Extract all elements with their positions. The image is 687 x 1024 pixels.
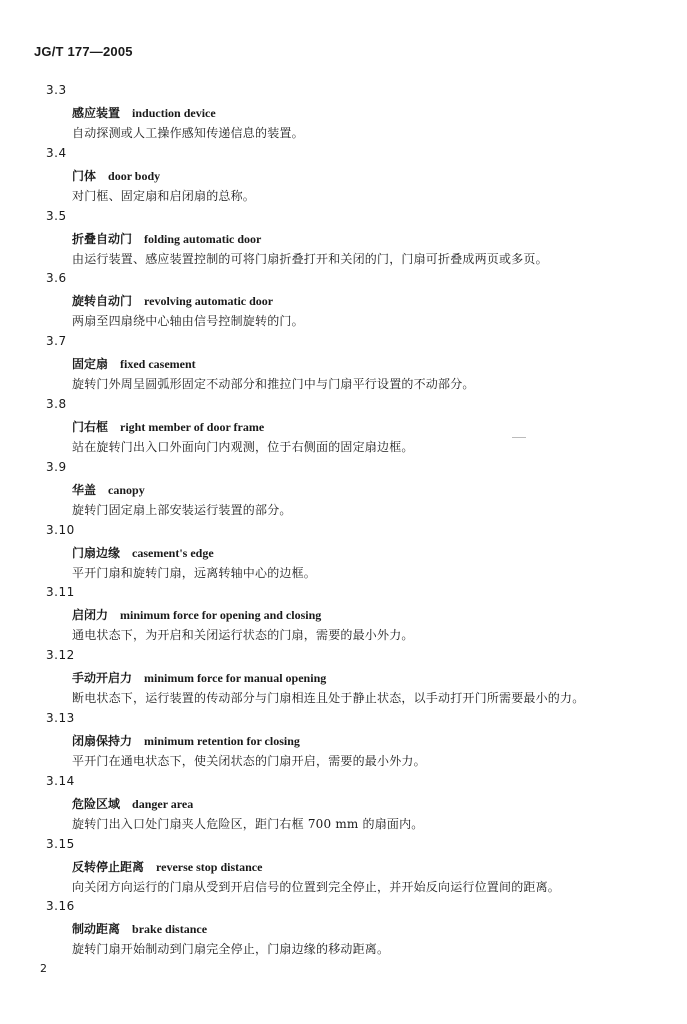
term-definition: 向关闭方向运行的门扇从受到开启信号的位置到完全停止，并开始反向运行位置间的距离。	[72, 879, 561, 894]
term-chinese: 华盖	[72, 482, 97, 497]
term-title	[72, 418, 264, 435]
term-title	[72, 795, 193, 812]
term-number: 3.11	[46, 585, 75, 600]
term-definition: 两扇至四扇绕中心轴由信号控制旋转的门。	[72, 314, 304, 329]
term-chinese: 手动开启力	[72, 671, 133, 686]
term-title	[72, 858, 262, 875]
standard-code: JG/T 177—2005	[34, 44, 133, 59]
term-title	[72, 355, 196, 372]
term-english: brake distance	[132, 922, 208, 937]
term-entry	[0, 708, 687, 771]
term-number: 3.13	[46, 710, 75, 725]
term-chinese: 反转停止距离	[72, 859, 145, 874]
term-number: 3.6	[46, 271, 67, 286]
term-english: fixed casement	[120, 357, 196, 372]
term-definition: 旋转门出入口处门扇夹人危险区，距门右框 700 mm 的扇面内。	[72, 816, 424, 831]
term-title	[72, 606, 321, 623]
term-number: 3.5	[46, 208, 67, 223]
term-entry	[0, 457, 687, 520]
term-definition: 自动探测或人工操作感知传递信息的装置。	[72, 126, 304, 140]
term-number: 3.4	[46, 145, 67, 160]
scan-mark-divider	[512, 437, 526, 438]
term-definition: 旋转门扇开始制动到门扇完全停止，门扇边缘的移动距离。	[72, 942, 390, 957]
term-english: casement's edge	[132, 545, 214, 560]
term-number: 3.8	[46, 396, 67, 411]
term-definition: 由运行装置、感应装置控制的可将门扇折叠打开和关闭的门，门扇可折叠成两页或多页。	[72, 251, 548, 266]
term-title	[72, 104, 216, 121]
term-english: danger area	[132, 796, 194, 811]
term-chinese: 启闭力	[72, 608, 109, 623]
term-number: 3.3	[46, 83, 67, 97]
term-title	[72, 481, 145, 498]
term-chinese: 门体	[72, 168, 97, 183]
term-english: induction device	[132, 106, 216, 120]
term-number: 3.7	[46, 334, 67, 349]
term-english: folding automatic door	[144, 231, 262, 246]
term-title	[72, 544, 214, 561]
term-chinese: 感应装置	[72, 106, 121, 120]
term-title	[72, 230, 261, 247]
term-chinese: 制动距离	[72, 922, 121, 937]
term-entry	[0, 896, 687, 959]
term-entry	[0, 834, 687, 897]
term-definition: 站在旋转门出入口外面向门内观测，位于右侧面的固定扇边框。	[72, 439, 414, 454]
term-title	[72, 292, 273, 309]
term-number: 3.10	[46, 522, 75, 537]
term-definition: 对门框、固定扇和启闭扇的总称。	[72, 188, 256, 203]
term-english: minimum force for manual opening	[144, 671, 327, 686]
term-english: revolving automatic door	[144, 294, 274, 309]
term-chinese: 危险区域	[72, 796, 121, 811]
term-english: door body	[108, 168, 161, 183]
term-title	[72, 920, 207, 937]
term-entry	[0, 268, 687, 331]
term-definition: 断电状态下，运行装置的传动部分与门扇相连且处于静止状态，以手动打开门所需要最小的力。	[72, 691, 585, 706]
term-definition: 旋转门外周呈圆弧形固定不动部分和推拉门中与门扇平行设置的不动部分。	[72, 377, 475, 392]
term-english: minimum retention for closing	[144, 733, 300, 748]
term-title	[72, 167, 160, 184]
term-entry	[0, 771, 687, 834]
term-english: minimum force for opening and closing	[120, 608, 322, 623]
term-number: 3.9	[46, 459, 67, 474]
term-list	[0, 80, 687, 959]
term-chinese: 旋转自动门	[72, 294, 133, 309]
term-chinese: 固定扇	[72, 357, 109, 372]
term-definition: 旋转门固定扇上部安装运行装置的部分。	[72, 502, 292, 517]
term-entry	[0, 645, 687, 708]
term-title	[72, 669, 326, 686]
term-number: 3.15	[46, 836, 75, 851]
term-chinese: 折叠自动门	[72, 231, 133, 246]
term-entry	[0, 520, 687, 583]
term-english: right member of door frame	[120, 419, 265, 434]
term-chinese: 门扇边缘	[72, 545, 121, 560]
term-english: reverse stop distance	[156, 859, 263, 874]
term-english: canopy	[108, 482, 145, 497]
term-number: 3.14	[46, 773, 75, 788]
term-entry	[0, 206, 687, 269]
term-definition: 平开门在通电状态下，使关闭状态的门扇开启，需要的最小外力。	[72, 753, 426, 768]
term-entry	[0, 143, 687, 206]
term-entry	[0, 394, 687, 457]
term-entry	[0, 331, 687, 394]
term-chinese: 门右框	[72, 419, 109, 434]
term-number: 3.16	[46, 899, 75, 914]
term-entry	[0, 582, 687, 645]
term-definition: 通电状态下，为开启和关闭运行状态的门扇，需要的最小外力。	[72, 628, 414, 643]
term-chinese: 闭扇保持力	[72, 733, 133, 748]
page-number: 2	[40, 962, 47, 975]
term-title	[72, 732, 300, 749]
term-number: 3.12	[46, 648, 75, 663]
term-definition: 平开门扇和旋转门扇，远离转轴中心的边框。	[72, 565, 317, 580]
term-entry	[0, 80, 687, 143]
